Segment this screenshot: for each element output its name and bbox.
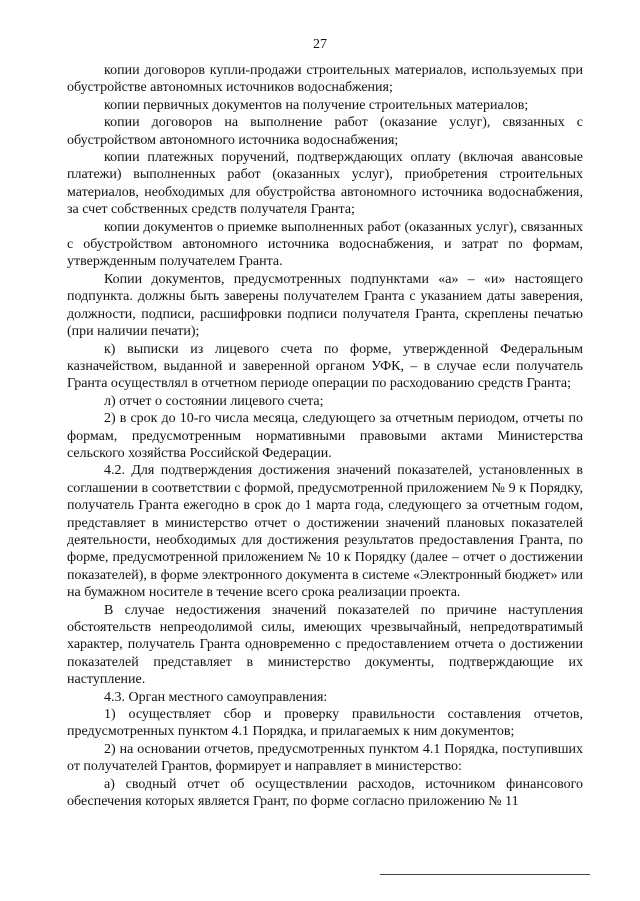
- footer-rule: [380, 874, 590, 875]
- paragraph-14: 2) на основании отчетов, предусмотренных пунктом 4.1 Порядка, поступивших от получателей Грантов, формирует и направляет в министерство:: [67, 741, 583, 775]
- paragraph-15: а) сводный отчет об осуществлении расходов, источником финансового обеспечения которых является Грант, по форме согласно приложению № 11: [67, 776, 583, 810]
- paragraph-5: копии документов о приемке выполненных работ (оказанных услуг), связанных с обустройством автономного источника водоснабжения, и затрат по формам, утвержденным получателем Гранта.: [67, 219, 583, 270]
- paragraph-11: В случае недостижения значений показателей по причине наступления обстоятельств непреодолимой силы, имеющих чрезвычайный, непредотвратимый характер, получатель Гранта одновременно с предоставлением отчета о достижении показателей представляет в министерство документы, подтверждающие их наступление.: [67, 602, 583, 688]
- paragraph-3: копии договоров на выполнение работ (оказание услуг), связанных с обустройством автономного источника водоснабжения;: [67, 115, 583, 148]
- paragraph-9: 2) в срок до 10-го числа месяца, следующего за отчетным периодом, отчеты по формам, предусмотренным нормативными правовыми актами Министерства сельского хозяйства Российской Федерации.: [67, 411, 583, 461]
- paragraph-1: копии договоров купли-продажи строительных материалов, используемых при обустройстве автономных источников водоснабжения;: [67, 63, 583, 96]
- paragraph-2: копии первичных документов на получение строительных материалов;: [104, 97, 529, 113]
- paragraph-4: копии платежных поручений, подтверждающих оплату (включая авансовые платежи) выполненных работ (оказанных услуг), приобретения строительных материалов, необходимых для обустройства автономного источника водоснабжения, за счет собственных средств получателя Гранта;: [67, 150, 583, 218]
- paragraph-10: 4.2. Для подтверждения достижения значений показателей, установленных в соглашении в соответствии с формой, предусмотренной приложением № 9 к Порядку, получатель Гранта ежегодно в срок до 1 марта года, следующего за отчетным годом, представляет в министерство отчет о достижении значений плановых показателей деятельности, необходимых для достижения результатов предоставления Гранта, по форме, предусмотренной приложением № 10 к Порядку (далее – отчет о достижении показателей), в форме электронного документа в системе «Электронный бюджет» или на бумажном носителе в течение всего срока реализации проекта.: [67, 463, 583, 601]
- paragraph-12: 4.3. Орган местного самоуправления:: [104, 689, 328, 705]
- paragraph-8: л) отчет о состоянии лицевого счета;: [104, 393, 324, 409]
- paragraph-6: Копии документов, предусмотренных подпунктами «а» – «и» настоящего подпункта. должны быть заверены получателем Гранта с указанием даты заверения, должности, подписи, расшифровки подписи получателя Гранта, скреплены печатью (при наличии печати);: [67, 271, 583, 340]
- paragraph-13: 1) осуществляет сбор и проверку правильности составления отчетов, предусмотренных пунктом 4.1 Порядка, и прилагаемых к ним документов;: [67, 707, 583, 740]
- page-number: 27: [313, 37, 327, 52]
- paragraph-7: к) выписки из лицевого счета по форме, утвержденной Федеральным казначейством, выданной и заверенной органом УФК, – в случае если получатель Гранта осуществлял в отчетном периоде операции по расходованию средств Гранта;: [67, 341, 583, 392]
- document-body: [67, 62, 583, 810]
